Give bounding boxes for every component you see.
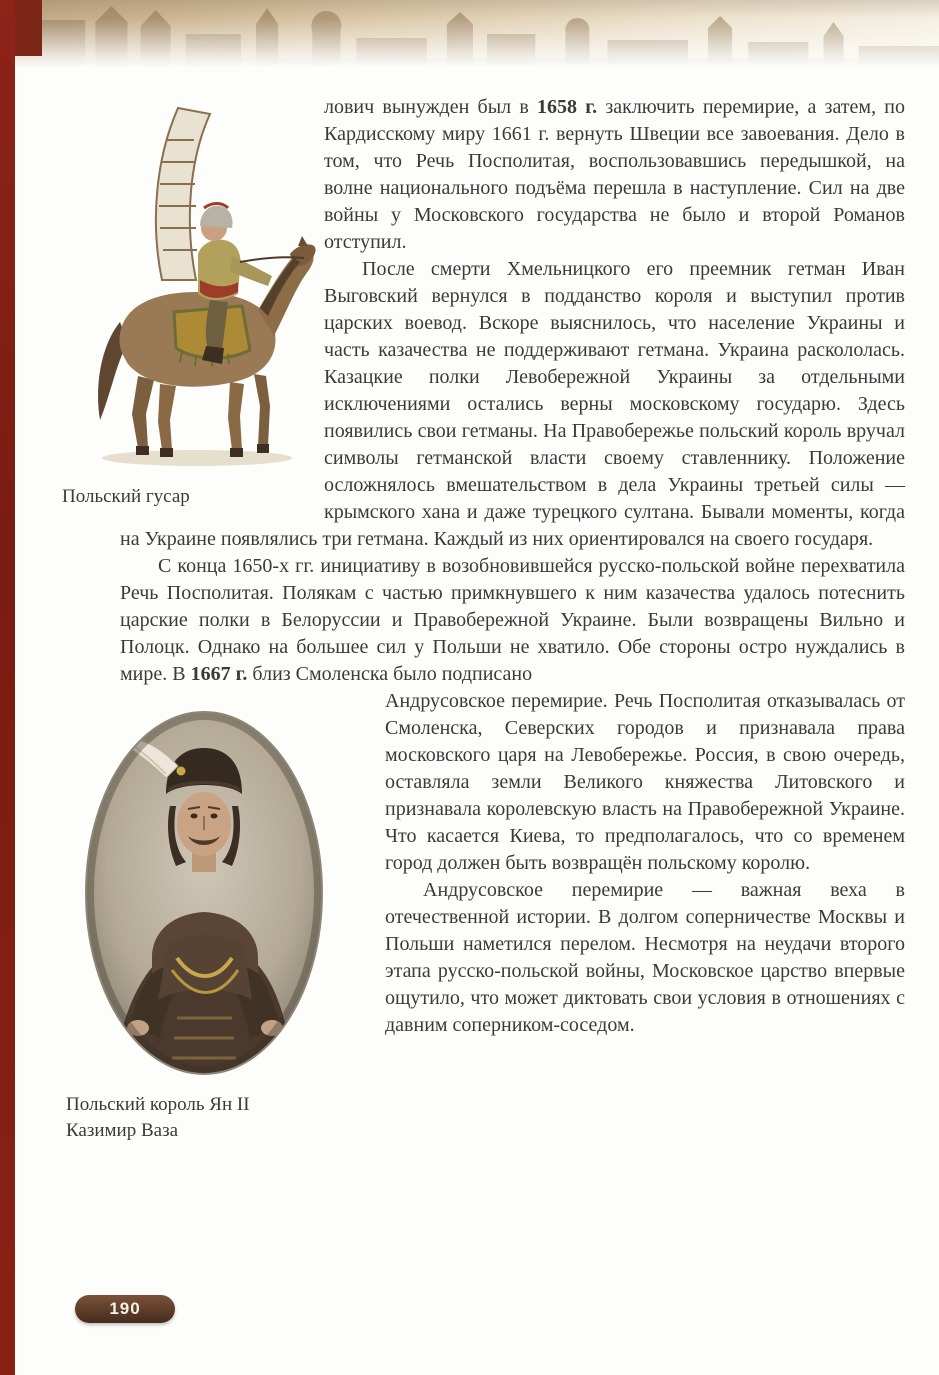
paragraph-text: близ Смоленска было подписано (247, 663, 533, 685)
page-number-badge: 190 (75, 1295, 175, 1323)
paragraph-text: заключить перемирие, а затем, по Кардисскому миру 1661 г. вернуть Швеции все завоевания. Дело в том, что Речь Посполитая, воспользовавшись передышкой, на волне национального подъёма перешла в наступление. Сил на две войны у Московского государства не было и второй Романов отступил. (324, 96, 906, 253)
king-portrait-image (82, 708, 327, 1078)
main-content (0, 64, 939, 1154)
bold-year-1658: 1658 г. (537, 96, 598, 118)
hussar-caption: Польский гусар (62, 486, 190, 507)
paragraph-text: лович вынужден был в (324, 96, 538, 118)
paragraph-3-continued: Андрусовское перемирие. Речь Посполитая отказывалась от Смоленска, Северских городов и признавала права московского царя на Левобережье. Россия, в свою очередь, оставляла земли Великого княжества Литовского и признавала королевскую власть на Правобережной Украине. Что касается Киева, то предполагалось, что со временем город должен быть возвращён польскому королю. (385, 690, 905, 874)
paragraph-text: С конца 1650-х гг. инициативу в возобновившейся русско-польской войне перехватила Речь Посполитая. Полякам с частью примкнувшего к ним казачества удалось потеснить царские полки в Белоруссии и Правобережной Украине. Были возвращены Вильно и Полоцк. Однако на большее сил у Польши не хватило. Обе стороны остро нуждались в мире. В (120, 555, 905, 685)
king-caption-line2: Казимир Ваза (66, 1120, 179, 1141)
corner-block (15, 0, 42, 56)
paragraph-4: Андрусовское перемирие — важная веха в отечественной истории. В долгом соперничестве Москвы и Польши наметился перелом. Несмотря на неудачи второго этапа русско-польской войны, Московское царство впервые ощутило, что может диктовать свои условия в отношениях с давним соперником-соседом. (385, 879, 905, 1036)
paragraph-2: После смерти Хмельницкого его преемник гетман Иван Выговский вернулся в подданство короля и выступил против царских воевод. Вскоре выяснилось, что население Украины и часть казачества не поддерживают гетмана. Украина раскололась. Казацкие полки Левобережной Украины за отдельными исключениями остались верны московскому государю. Здесь появились свои гетманы. На Правобережье польский король вручал символы гетманской власти своему ставленнику. Положение осложнялось вмешательством в дела Украины третьей силы — крымского хана и даже турецкого султана. Бывали моменты, когда на Украине появлялись три гетмана. Каждый из них ориентировался на своего государя. (120, 258, 905, 550)
paragraph-3 (120, 553, 905, 688)
hussar-figure (62, 96, 318, 510)
banner-fade-overlay (15, 0, 939, 68)
top-banner (15, 0, 939, 68)
winged-hussar-image (62, 96, 318, 476)
king-caption-line1: Польский король Ян II (66, 1094, 250, 1115)
king-portrait-figure (62, 708, 362, 1144)
bold-year-1667: 1667 г. (190, 663, 248, 685)
king-caption (62, 1092, 362, 1144)
